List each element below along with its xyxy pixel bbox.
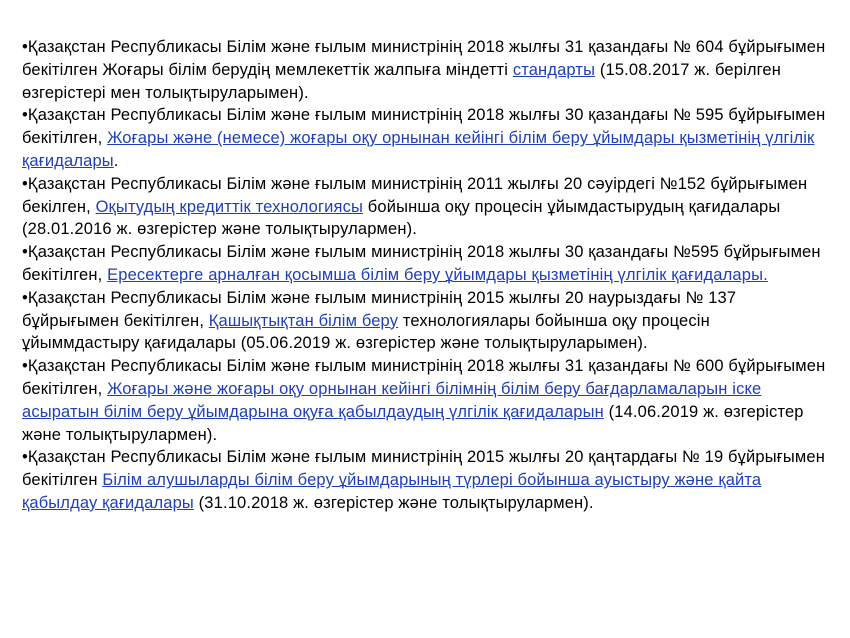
list-item xyxy=(22,104,832,172)
item-text: •Қазақстан Республикасы Білім және ғылым министрінің 2011 жылғы 20 сәуірдегі №152 бұйрығымен бекілген, xyxy=(22,174,808,216)
item-text: технологиялары бойынша оқу процесін ұйыммдастыру қағидалары (05.06.2019 ж. өзгерістер және толықтыруларымен). xyxy=(22,311,710,353)
item-text: (15.08.2017 ж. берілген өзгерістері мен толықтыруларымен). xyxy=(22,60,782,102)
item-text: •Қазақстан Республикасы Білім және ғылым министрінің 2018 жылғы 30 қазандағы №595 бұйрығымен бекітілген, xyxy=(22,243,821,284)
higher-education-rules-link[interactable]: Жоғары және (немесе) жоғары оқу орнынан кейінгі білім беру ұйымдары қызметінің үлгілік қағидалары xyxy=(22,129,815,170)
list-item xyxy=(22,173,832,241)
list-item xyxy=(22,36,832,104)
item-text: . xyxy=(113,151,119,170)
adult-education-rules-link[interactable]: Ересектерге арналған қосымша білім беру ұйымдары қызметінің үлгілік қағидалары. xyxy=(107,265,768,284)
item-text: •Қазақстан Республикасы Білім және ғылым министрінің 2015 жылғы 20 наурыздағы № 137 бұйрығымен бекітілген, xyxy=(22,288,737,330)
item-text: •Қазақстан Республикасы Білім және ғылым министрінің 2018 жылғы 31 қазандағы № 600 бұйрығымен бекітілген, xyxy=(22,357,826,398)
list-item xyxy=(22,241,832,287)
admission-rules-link[interactable]: Жоғары және жоғары оқу орнынан кейінгі білімнің білім беру бағдарламаларын іске асыратын білім беру ұйымдарына оқуға қабылдаудың үлгілік қағидаларын xyxy=(22,379,762,421)
list-item xyxy=(22,355,832,446)
item-text: •Қазақстан Республикасы Білім және ғылым министрінің 2018 жылғы 31 қазандағы № 604 бұйрығымен бекітілген Жоғары білім берудің мемлекеттік жалпыға міндетті xyxy=(22,38,826,79)
item-text: (31.10.2018 ж. өзгерістер және толықтырулармен). xyxy=(193,493,594,512)
item-text: •Қазақстан Республикасы Білім және ғылым министрінің 2015 жылғы 20 қаңтардағы № 19 бұйрығымен бекітілген xyxy=(22,448,825,490)
standard-link[interactable]: стандарты xyxy=(512,60,596,79)
credit-technology-link[interactable]: Оқытудың кредиттік технологиясы xyxy=(95,197,364,216)
transfer-rules-link[interactable]: Білім алушыларды білім беру ұйымдарының түрлері бойынша ауыстыру және қайта қабылдау қағидалары xyxy=(22,471,762,512)
document-body xyxy=(22,36,832,515)
item-text: бойынша оқу процесін ұйымдастырудың қағидалары (28.01.2016 ж. өзгерістер және толықтырулармен). xyxy=(22,197,781,239)
item-text: •Қазақстан Республикасы Білім және ғылым министрінің 2018 жылғы 30 қазандағы № 595 бұйрығымен бекітілген, xyxy=(22,106,826,148)
distance-learning-link[interactable]: Қашықтықтан білім беру xyxy=(208,311,399,330)
list-item xyxy=(22,287,832,355)
item-text: (14.06.2019 ж. өзгерістер және толықтырулармен). xyxy=(22,402,804,444)
list-item xyxy=(22,446,832,514)
